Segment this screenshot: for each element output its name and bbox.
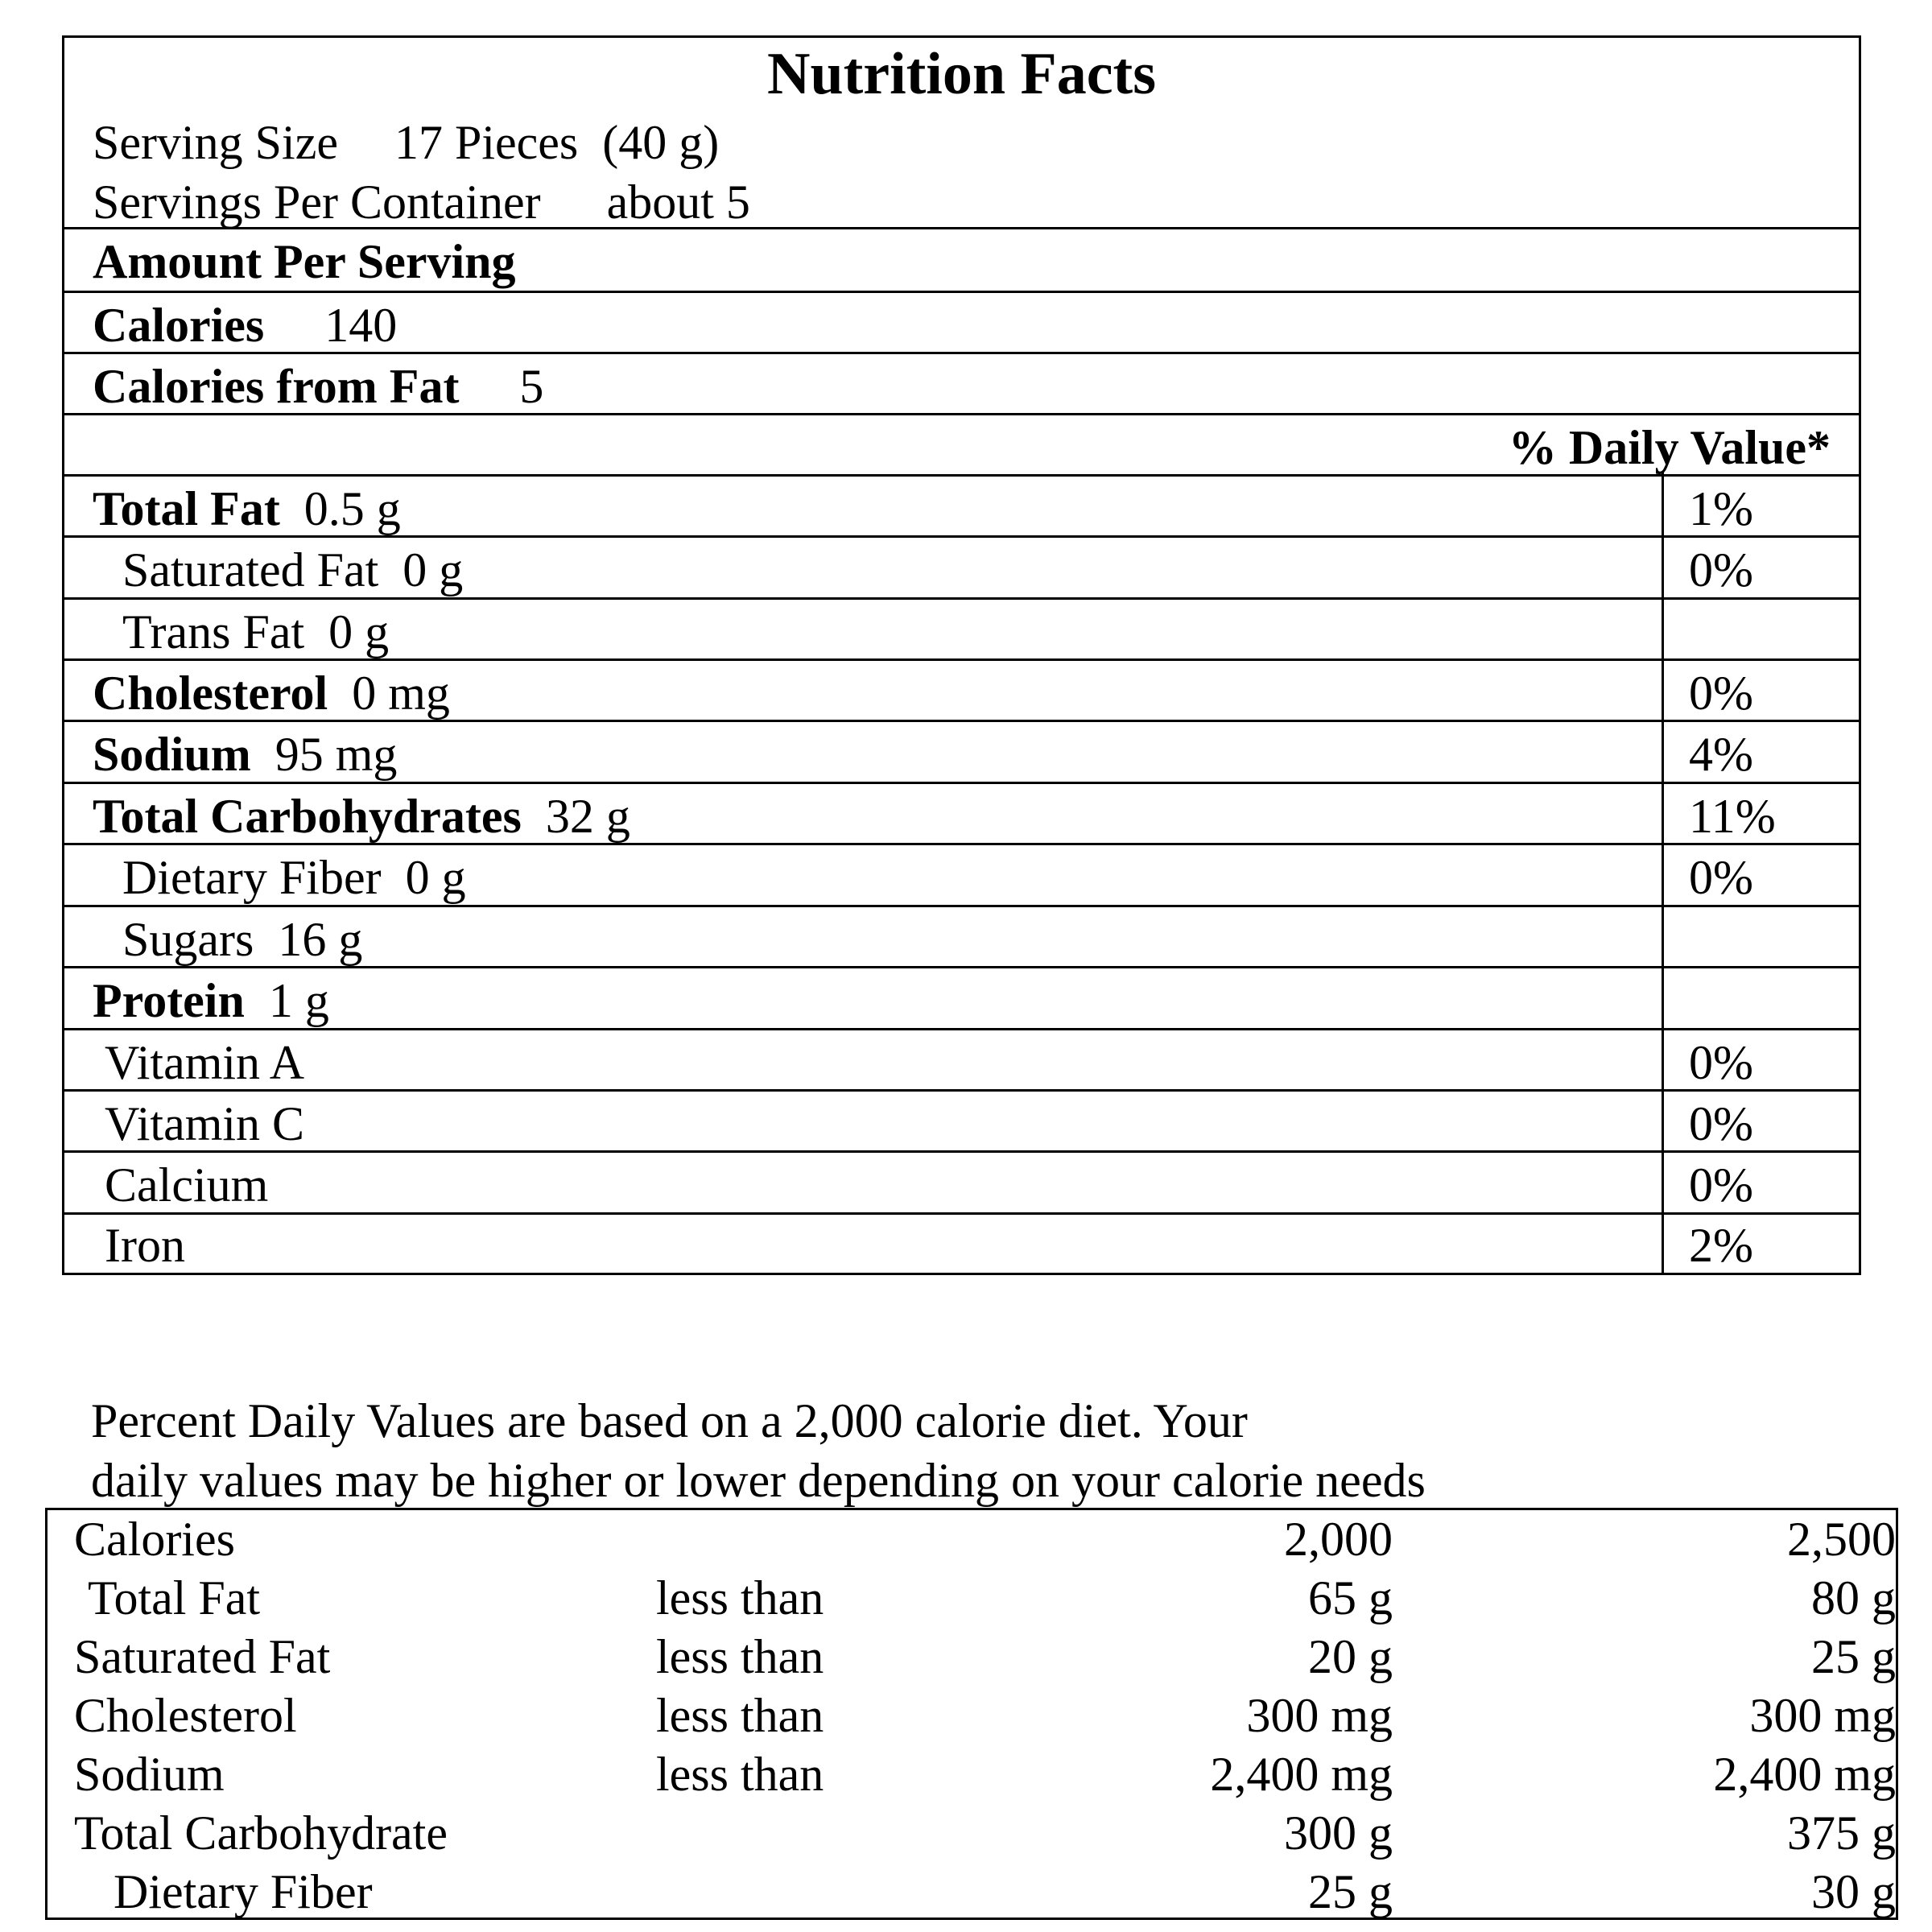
servings-per-container-line [93,175,750,229]
panel-title: Nutrition Facts [767,41,1156,107]
reference-2000-value: 2,000 [1284,1513,1393,1566]
nutrient-name: Sugars [122,913,254,966]
nutrient-name: Dietary Fiber [122,851,382,904]
vitamin-row-vitamin-a [64,1030,1859,1092]
nutrient-name: Total Carbohydrates [93,790,522,843]
reference-nutrient: Total Carbohydrate [74,1806,448,1860]
nutrient-amount: 95 mg [275,728,398,781]
vitamin-daily-value: 2% [1689,1219,1753,1272]
amount-per-serving-row [64,229,1859,291]
reference-2500-value: 300 mg [1749,1689,1896,1742]
vitamin-row-iron [64,1213,1859,1274]
vitamin-name: Vitamin A [105,1036,305,1089]
vitamin-name: Vitamin C [105,1097,305,1150]
reference-row [47,1863,1896,1922]
reference-2500-value: 30 g [1811,1865,1896,1918]
calories-from-fat-row [64,354,1859,415]
vitamin-name: Calcium [105,1158,269,1212]
nutrient-name: Trans Fat [122,605,305,658]
vitamin-row-vitamin-c [64,1092,1859,1153]
nutrient-daily-value: 0% [1689,543,1753,597]
daily-values-footnote [91,1391,1426,1510]
calories-label: Calories [93,299,265,352]
vitamin-daily-value: 0% [1689,1158,1753,1212]
nutrient-amount: 0 mg [352,667,450,720]
nutrient-row-saturated-fat [64,538,1859,599]
reference-row [47,1686,1896,1745]
calories-value: 140 [324,299,398,352]
reference-nutrient: Sodium [74,1748,225,1801]
nutrient-amount: 1 g [268,974,329,1027]
reference-row [47,1745,1896,1804]
serving-size-line [93,118,719,167]
nutrient-name: Protein [93,974,245,1027]
nutrient-daily-value: 1% [1689,482,1753,535]
reference-2000-value: 300 g [1284,1806,1393,1860]
reference-2500-value: 2,400 mg [1713,1748,1896,1801]
nutrient-row-dietary-fiber [64,845,1859,906]
reference-2500-value: 375 g [1787,1806,1896,1860]
reference-qualifier: less than [656,1689,824,1742]
reference-qualifier: less than [656,1630,824,1683]
footnote-line: Percent Daily Values are based on a 2,000 calorie diet. Your [91,1394,1248,1447]
nutrient-name: Cholesterol [93,667,328,720]
calories-row [64,293,1859,354]
reference-qualifier: less than [656,1748,824,1801]
servings-per-container-value: about 5 [606,175,750,229]
reference-2500-value: 2,500 [1787,1513,1896,1566]
nutrient-row-protein [64,968,1859,1030]
reference-row [47,1628,1896,1686]
reference-nutrient: Dietary Fiber [114,1865,373,1918]
footnote-line: daily values may be higher or lower depending on your calorie needs [91,1454,1426,1507]
reference-qualifier: less than [656,1571,824,1624]
serving-size-value: 17 Pieces (40 g) [394,116,720,169]
nutrient-amount: 0 g [402,543,464,597]
nutrient-daily-value: 11% [1689,790,1776,843]
serving-size-label: Serving Size [93,116,338,169]
reference-2000-value: 20 g [1308,1630,1393,1683]
daily-value-header-row [64,415,1859,477]
reference-2000-value: 300 mg [1246,1689,1393,1742]
reference-nutrient: Total Fat [88,1571,261,1624]
vitamin-name: Iron [105,1219,185,1272]
amount-per-serving: Amount Per Serving [93,235,516,288]
reference-row [47,1569,1896,1628]
nutrient-amount: 0 g [328,605,390,658]
nutrient-row-sodium [64,722,1859,783]
nutrient-daily-value: 0% [1689,667,1753,720]
nutrient-name: Saturated Fat [122,543,379,597]
servings-per-container-label: Servings Per Container [93,175,541,229]
nutrient-amount: 32 g [545,790,630,843]
reference-nutrient: Calories [74,1513,235,1566]
vitamin-daily-value: 0% [1689,1036,1753,1089]
nutrient-row-trans-fat [64,600,1859,661]
calories-from-fat-value: 5 [519,360,544,413]
nutrient-amount: 0 g [405,851,466,904]
reference-2500-value: 80 g [1811,1571,1896,1624]
nutrient-row-total-fat [64,477,1859,538]
vitamin-row-calcium [64,1153,1859,1214]
vitamin-daily-value: 0% [1689,1097,1753,1150]
reference-daily-values-table [45,1508,1898,1920]
nutrient-daily-value: 4% [1689,728,1753,781]
nutrient-name: Sodium [93,728,251,781]
reference-2500-value: 25 g [1811,1630,1896,1683]
daily-value-header: % Daily Value* [1508,421,1831,474]
nutrition-facts-panel [62,35,1861,1275]
nutrient-row-sugars [64,907,1859,968]
reference-2000-value: 65 g [1308,1571,1393,1624]
reference-row [47,1510,1896,1569]
reference-2000-value: 2,400 mg [1210,1748,1393,1801]
nutrient-row-total-carbohydrates [64,784,1859,845]
nutrient-name: Total Fat [93,482,280,535]
reference-2000-value: 25 g [1308,1865,1393,1918]
reference-row [47,1804,1896,1863]
reference-nutrient: Saturated Fat [74,1630,331,1683]
calories-from-fat-label: Calories from Fat [93,360,460,413]
nutrient-daily-value: 0% [1689,851,1753,904]
nutrient-amount: 16 g [278,913,363,966]
nutrient-amount: 0.5 g [303,482,401,535]
reference-nutrient: Cholesterol [74,1689,297,1742]
nutrient-row-cholesterol [64,661,1859,722]
